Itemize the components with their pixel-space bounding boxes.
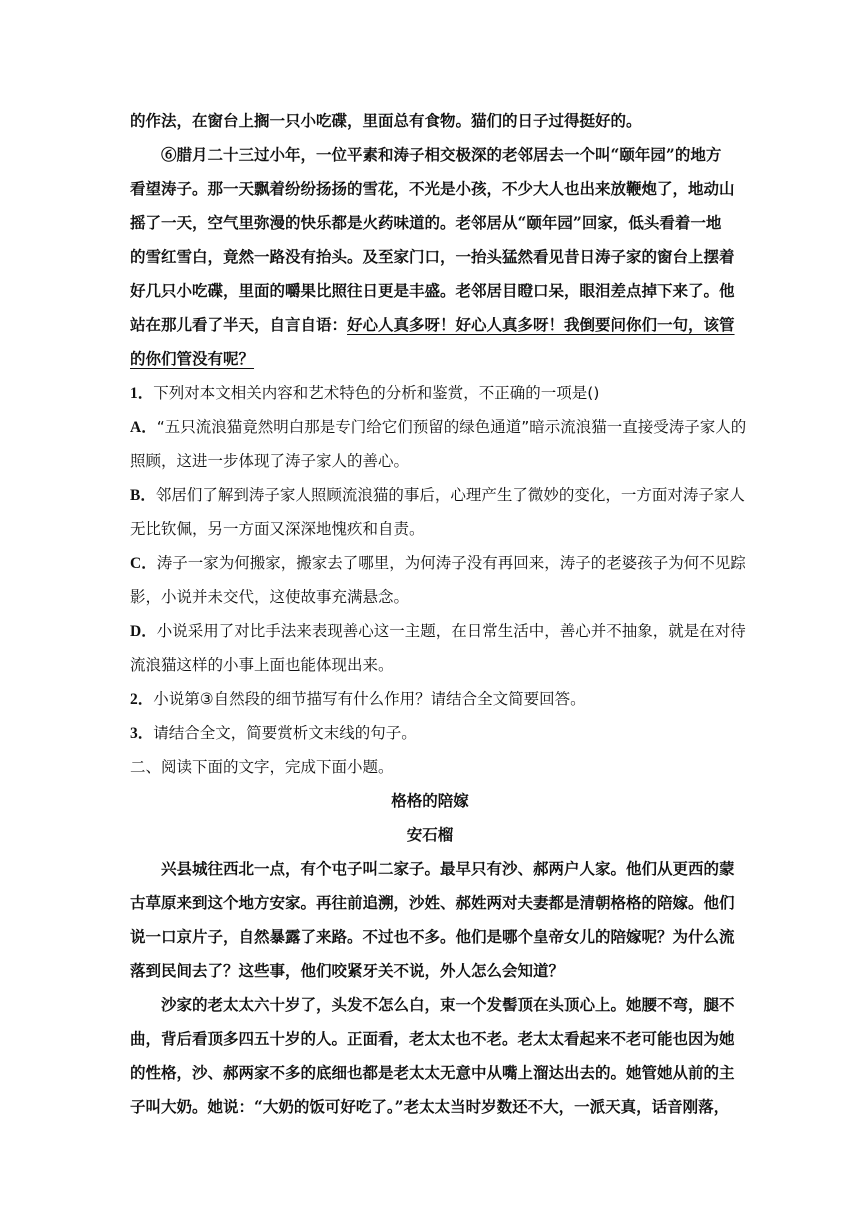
question-text: 下列对本文相关内容和艺术特色的分析和鉴赏，不正确的一项是()	[153, 384, 600, 402]
option-text: “五只流浪猫竟然明白那是专门给它们预留的绿色通道”暗示流浪猫一直接受涛子家人的	[156, 418, 747, 436]
section-heading: 二、阅读下面的文字，完成下面小题。	[130, 758, 394, 776]
option-b-cont: 无比钦佩，另一方面又深深地愧疚和自责。	[130, 520, 425, 538]
option-label: B．	[130, 487, 156, 504]
article-line: 沙家的老太太六十岁了，头发不怎么白，束一个发髻顶在头顶心上。她腰不弯，腿不	[161, 995, 735, 1014]
plain-text: 站在那儿看了半天，自言自语：	[130, 315, 348, 334]
article-line: 子叫大奶。她说：“大奶的饭可好吃了。”老太太当时岁数还不大，一派天真，话音刚落，	[130, 1097, 730, 1116]
option-b	[130, 485, 745, 506]
passage-line: 的作法，在窗台上搁一只小吃碟，里面总有食物。猫们的日子过得挺好的。	[130, 111, 642, 130]
question-3	[130, 723, 730, 744]
article-line: 古草原来到这个地方安家。再往前追溯，沙姓、郝姓两对夫妻都是清朝格格的陪嫁。他们	[130, 893, 735, 912]
article-author: 安石榴	[406, 825, 454, 844]
question-1	[130, 383, 730, 404]
article-line: 说一口京片子，自然暴露了来路。不过也不多。他们是哪个皇帝女儿的陪嫁呢？为什么流	[130, 927, 735, 946]
underlined-sentence: 好心人真多呀！好心人真多呀！我倒要问你们一句，该管	[347, 315, 735, 334]
article-title: 格格的陪嫁	[391, 791, 469, 810]
question-2	[130, 689, 730, 710]
option-text: 邻居们了解到涛子家人照顾流浪猫的事后，心理产生了微妙的变化，一方面对涛子家人	[155, 486, 745, 504]
passage-line: 摇了一天，空气里弥漫的快乐都是火药味道的。老邻居从“颐年园”回家，低头看着一地	[130, 213, 722, 232]
passage-line: ⑥腊月二十三过小年，一位平素和涛子相交极深的老邻居去一个叫“颐年园”的地方	[161, 145, 722, 164]
passage-line	[130, 349, 730, 369]
question-text: 小说第③自然段的细节描写有什么作用？请结合全文简要回答。	[153, 690, 586, 708]
option-label: A．	[130, 419, 157, 436]
passage-line: 看望涛子。那一天飘着纷纷扬扬的雪花，不光是小孩，不少大人也出来放鞭炮了，地动山	[130, 179, 735, 198]
option-a	[130, 417, 747, 438]
article-line: 落到民间去了？这些事，他们咬紧牙关不说，外人怎么会知道？	[130, 961, 565, 980]
option-label: C．	[130, 555, 157, 572]
question-number: 1．	[130, 385, 154, 402]
option-text: 涛子一家为何搬家，搬家去了哪里，为何涛子没有再回来，涛子的老婆孩子为何不见踪	[156, 554, 746, 572]
passage-line: 好几只小吃碟，里面的嚼果比照往日更是丰盛。老邻居目瞪口呆，眼泪差点掉下来了。他	[130, 281, 735, 300]
underlined-sentence: 的你们管没有呢？	[130, 349, 255, 368]
option-c	[130, 553, 746, 574]
question-number: 3．	[130, 725, 154, 742]
option-d-cont: 流浪猫这样的小事上面也能体现出来。	[130, 656, 394, 674]
article-line: 曲，背后看顶多四五十岁的人。正面看，老太太也不老。老太太看起来不老可能也因为她	[130, 1029, 735, 1048]
option-label: D．	[130, 623, 157, 640]
passage-line: 的雪红雪白，竟然一路没有抬头。及至家门口，一抬头猛然看见昔日涛子家的窗台上摆着	[130, 247, 735, 266]
article-line: 的性格，沙、郝两家不多的底细也都是老太太无意中从嘴上溜达出去的。她管她从前的主	[130, 1063, 735, 1082]
option-a-cont: 照顾，这进一步体现了涛子家人的善心。	[130, 452, 410, 470]
article-line: 兴县城往西北一点，有个屯子叫二家子。最早只有沙、郝两户人家。他们从更西的蒙	[161, 859, 735, 878]
question-number: 2．	[130, 691, 154, 708]
option-d	[130, 621, 746, 642]
option-text: 小说采用了对比手法来表现善心这一主题，在日常生活中，善心并不抽象，就是在对待	[156, 622, 746, 640]
option-c-cont: 影，小说并未交代，这使故事充满悬念。	[130, 588, 410, 606]
passage-line	[130, 315, 735, 335]
question-text: 请结合全文，简要赏析文末线的句子。	[153, 724, 417, 742]
